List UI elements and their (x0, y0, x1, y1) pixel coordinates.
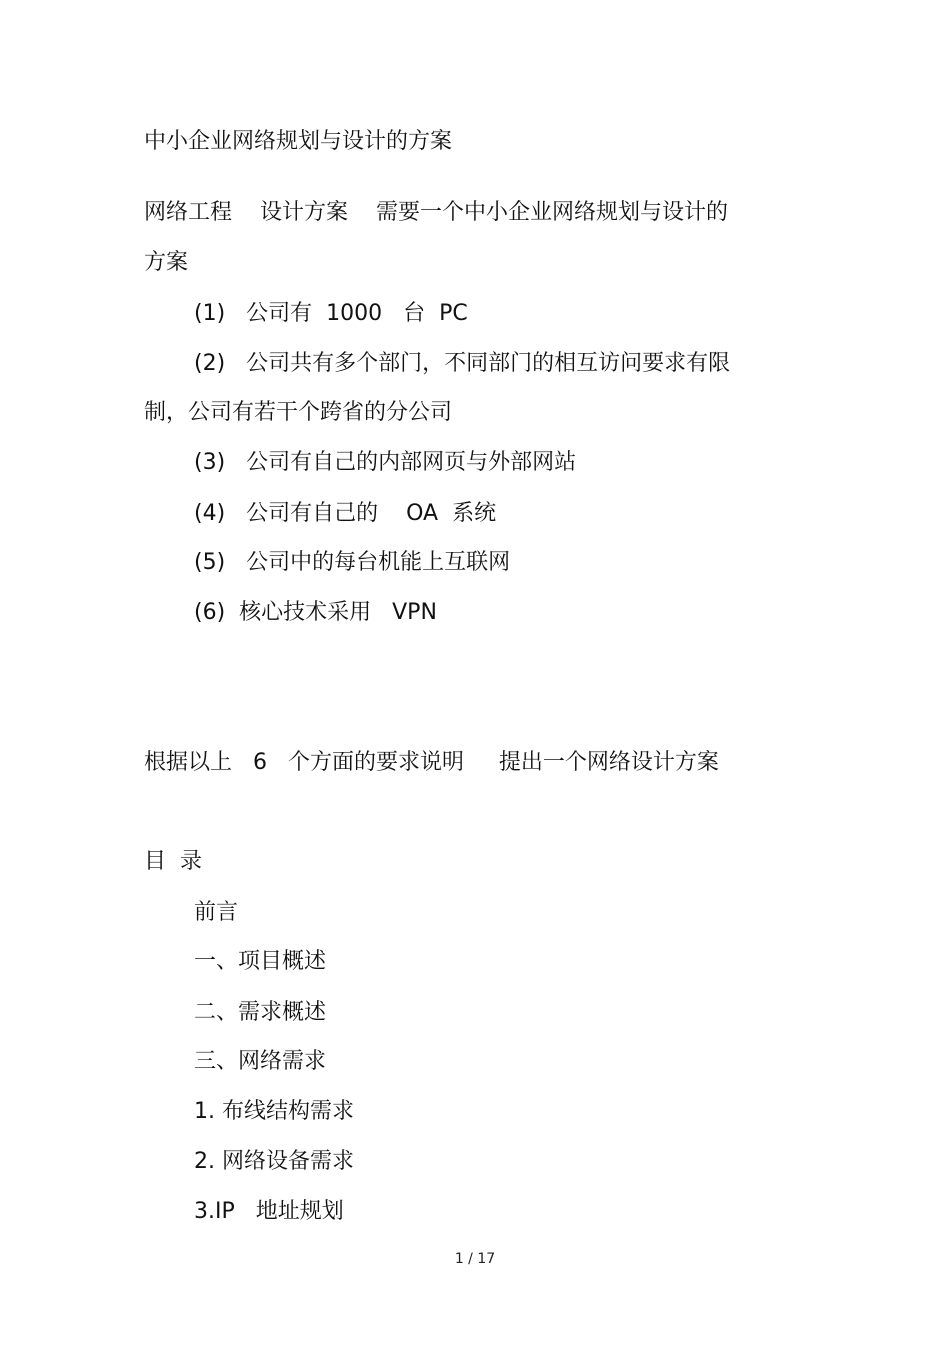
document-title: 中小企业网络规划与设计的方案 (144, 129, 453, 154)
toc-heading: 目 录 (144, 849, 202, 874)
toc-item-network-devices: 2. 网络设备需求 (194, 1149, 354, 1174)
requirement-2-continued: 制，公司有若干个跨省的分公司 (144, 400, 453, 425)
requirement-5: (5) 公司中的每台机能上互联网 (194, 550, 511, 575)
intro-line-2: 方案 (144, 250, 189, 275)
requirement-4: (4) 公司有自己的 OA 系统 (194, 501, 497, 526)
requirement-2: (2) 公司共有多个部门，不同部门的相互访问要求有限 (194, 351, 731, 376)
page-number: 1 / 17 (454, 1251, 496, 1267)
requirement-6: (6) 核心技术采用 VPN (194, 600, 437, 625)
toc-item-network-requirements: 三、网络需求 (194, 1049, 327, 1074)
toc-item-preface: 前言 (194, 900, 239, 925)
intro-line-1: 网络工程 设计方案 需要一个中小企业网络规划与设计的 (144, 200, 728, 225)
toc-item-ip-planning: 3.IP 地址规划 (194, 1199, 344, 1224)
requirement-3: (3) 公司有自己的内部网页与外部网站 (194, 450, 577, 475)
toc-item-project-overview: 一、项目概述 (194, 949, 327, 974)
toc-item-cabling: 1. 布线结构需求 (194, 1099, 354, 1124)
toc-item-requirements-overview: 二、需求概述 (194, 1000, 327, 1025)
task-statement: 根据以上 6 个方面的要求说明 提出一个网络设计方案 (144, 750, 719, 775)
requirement-1: (1) 公司有 1000 台 PC (194, 301, 468, 326)
